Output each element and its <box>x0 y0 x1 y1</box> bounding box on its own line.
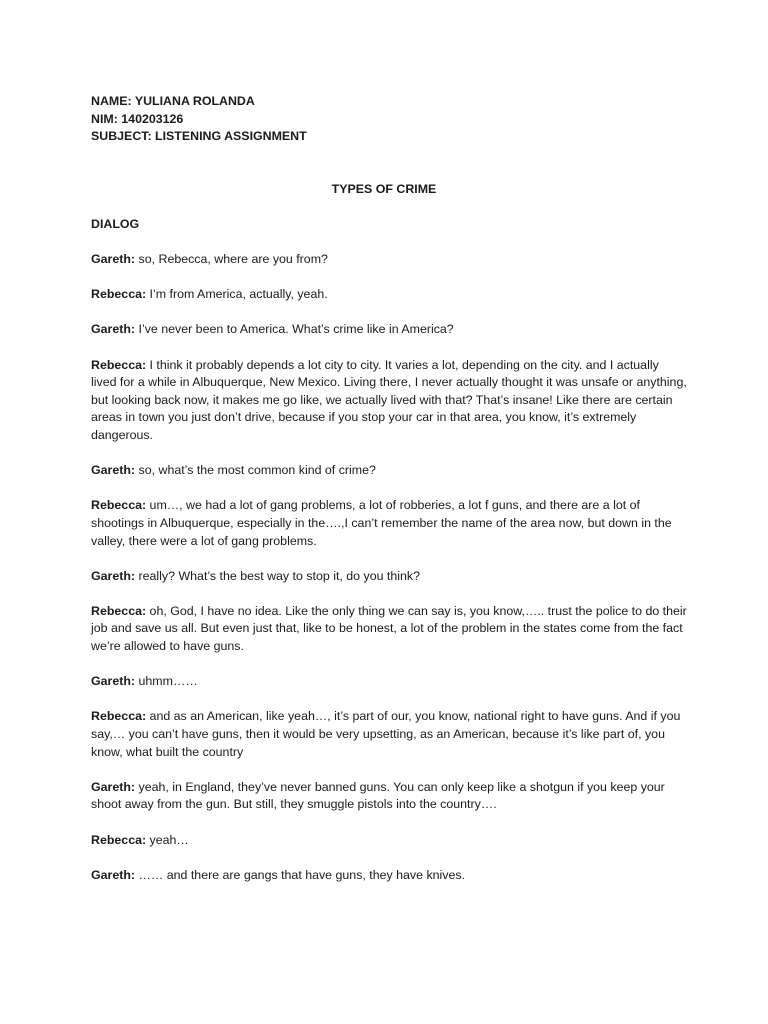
dialog-line: yeah, in England, they’ve never banned guns. You can only keep like a shotgun if you keep your shoot away from the gun. But still, they smuggle pistols into the country…. <box>91 779 665 812</box>
dialog-line: really? What’s the best way to stop it, do you think? <box>135 568 420 583</box>
dialog-turn <box>91 497 687 550</box>
dialog-turn <box>91 462 687 480</box>
speaker-name: Rebecca: <box>91 603 147 618</box>
dialog-line: um…, we had a lot of gang problems, a lot of robberies, a lot f guns, and there are a lot of shootings in Albuquerque, especially in the….,I can’t remember the name of the area now, but down in the valley, there were a lot of gang problems. <box>91 498 672 548</box>
dialog-turn <box>91 286 687 304</box>
speaker-name: Gareth: <box>91 779 136 794</box>
speaker-name: Rebecca: <box>91 357 147 372</box>
dialog-turn <box>91 673 687 691</box>
dialog-line: uhmm…… <box>135 674 198 689</box>
dialog-line: …… and there are gangs that have guns, they have knives. <box>135 867 466 882</box>
dialog-transcript <box>91 251 687 902</box>
speaker-name: Gareth: <box>91 674 136 689</box>
dialog-line: and as an American, like yeah…, it’s part of our, you know, national right to have guns. And if you say,… you can’t have guns, then it would be very upsetting, as an American, because it’s like part of, you know, what built the country <box>91 709 681 759</box>
speaker-name: Gareth: <box>91 463 136 478</box>
dialog-line: so, Rebecca, where are you from? <box>135 252 328 266</box>
dialog-line: so, what’s the most common kind of crime? <box>135 463 376 478</box>
document-title: TYPES OF CRIME <box>331 182 437 196</box>
dialog-turn <box>91 357 687 445</box>
speaker-name: Gareth: <box>91 252 136 266</box>
student-nim: NIM: 140203126 <box>91 111 184 126</box>
speaker-name: Rebecca: <box>91 287 147 302</box>
dialog-turn <box>91 832 687 850</box>
dialog-heading: DIALOG <box>91 217 140 231</box>
dialog-line: oh, God, I have no idea. Like the only thing we can say is, you know,….. trust the police to do their job and save us all. But even just that, like to be honest, a lot of the problem in the states come from the fact we’re allowed to have guns. <box>91 603 687 654</box>
dialog-turn <box>91 708 687 761</box>
speaker-name: Gareth: <box>91 322 136 337</box>
student-header <box>91 93 307 146</box>
dialog-turn <box>91 568 687 586</box>
dialog-turn <box>91 603 687 656</box>
speaker-name: Gareth: <box>91 867 136 882</box>
speaker-name: Rebecca: <box>91 498 147 513</box>
dialog-turn <box>91 321 687 339</box>
speaker-name: Rebecca: <box>91 832 147 847</box>
dialog-line: yeah… <box>146 832 189 847</box>
student-name: NAME: YULIANA ROLANDA <box>91 94 255 108</box>
speaker-name: Rebecca: <box>91 709 147 724</box>
dialog-line: I’m from America, actually, yeah. <box>146 287 328 302</box>
speaker-name: Gareth: <box>91 568 136 583</box>
dialog-line: I’ve never been to America. What’s crime like in America? <box>135 322 454 337</box>
dialog-turn <box>91 867 687 885</box>
dialog-turn <box>91 779 687 814</box>
dialog-turn <box>91 251 687 269</box>
dialog-line: I think it probably depends a lot city to city. It varies a lot, depending on the city. and I actually lived for a while in Albuquerque, New Mexico. Living there, I never actually thought it was unsafe or anything, but looking back now, it makes me go like, we actually lived with that? That’s insane! Like there are certain areas in town you just don’t drive, because if you stop your car in that area, you know, it’s extremely dangerous. <box>91 357 687 442</box>
assignment-subject: SUBJECT: LISTENING ASSIGNMENT <box>91 129 307 144</box>
